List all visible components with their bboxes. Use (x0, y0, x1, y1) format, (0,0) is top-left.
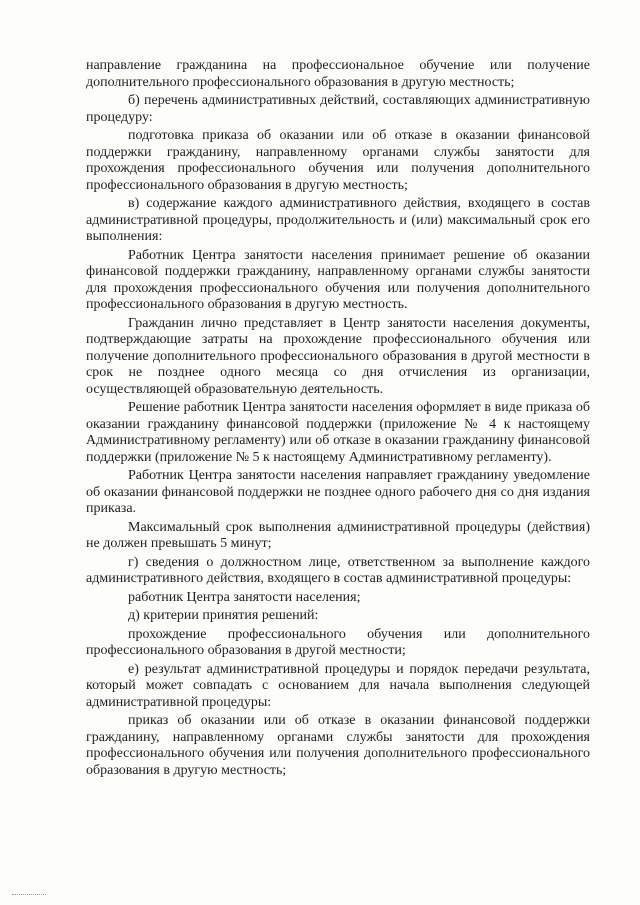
paragraph-6: Гражданин лично представляет в Центр занятости населения документы, подтверждающие затраты на прохождение профессионального обучения или получение дополнительного профессионального образования в другой местности в срок не позднее одного месяца со дня отчисления из организации, осуществляющей образовательную деятельность. (86, 315, 590, 397)
paragraph-1: направление гражданина на профессиональное обучение или получение дополнительного профессионального образования в другую местность; (86, 58, 590, 90)
paragraph-2: б) перечень административных действий, составляющих административную процедуру: (86, 93, 590, 125)
paragraph-11: работник Центра занятости населения; (128, 589, 361, 605)
paragraph-12: д) критерии принятия решений: (128, 608, 319, 623)
paragraph-7: Решение работник Центра занятости населения оформляет в виде приказа об оказании гражданину финансовой поддержки (приложение № 4 к настоящему Административному регламенту) или об отказе в оказании гражданину финансовой поддержки (приложение № 5 к настоящему Административному регламенту). (86, 400, 590, 465)
paragraph-15: приказ об оказании или об отказе в оказании финансовой поддержки гражданину, направленному органами службы занятости для прохождения профессионального обучения или получения дополнительного профессионального образования в другую местность; (86, 713, 590, 778)
paragraph-8: Работник Центра занятости населения направляет гражданину уведомление об оказании финансовой поддержки не позднее одного рабочего дня со дня издания приказа. (86, 468, 590, 516)
paragraph-10: г) сведения о должностном лице, ответственном за выполнение каждого административного действия, входящего в состав административной процедуры: (86, 554, 590, 586)
paragraph-3: подготовка приказа об оказании или об отказе в оказании финансовой поддержки гражданину, направленному органами службы занятости для прохождения профессионального обучения или получения дополнительного профессионального образования в другую местность; (86, 128, 590, 193)
paragraph-9: Максимальный срок выполнения административной процедуры (действия) не должен превышать 5 минут; (86, 519, 590, 551)
paragraph-14: е) результат административной процедуры и порядок передачи результата, который может совпадать с основанием для начала выполнения следующей административной процедуры: (86, 661, 590, 710)
paragraph-4: в) содержание каждого административного действия, входящего в состав административной процедуры, продолжительность и (или) максимальный срок его выполнения: (86, 196, 590, 244)
scan-edge-mark (12, 894, 46, 895)
paragraph-5: Работник Центра занятости населения принимает решение об оказании финансовой поддержки гражданину, направленному органами службы занятости для прохождения профессионального обучения или получения дополнительного профессионального образования в другую местность. (86, 247, 590, 312)
paragraph-13: прохождение профессионального обучения или дополнительного профессионального образования в другой местности; (86, 626, 590, 658)
